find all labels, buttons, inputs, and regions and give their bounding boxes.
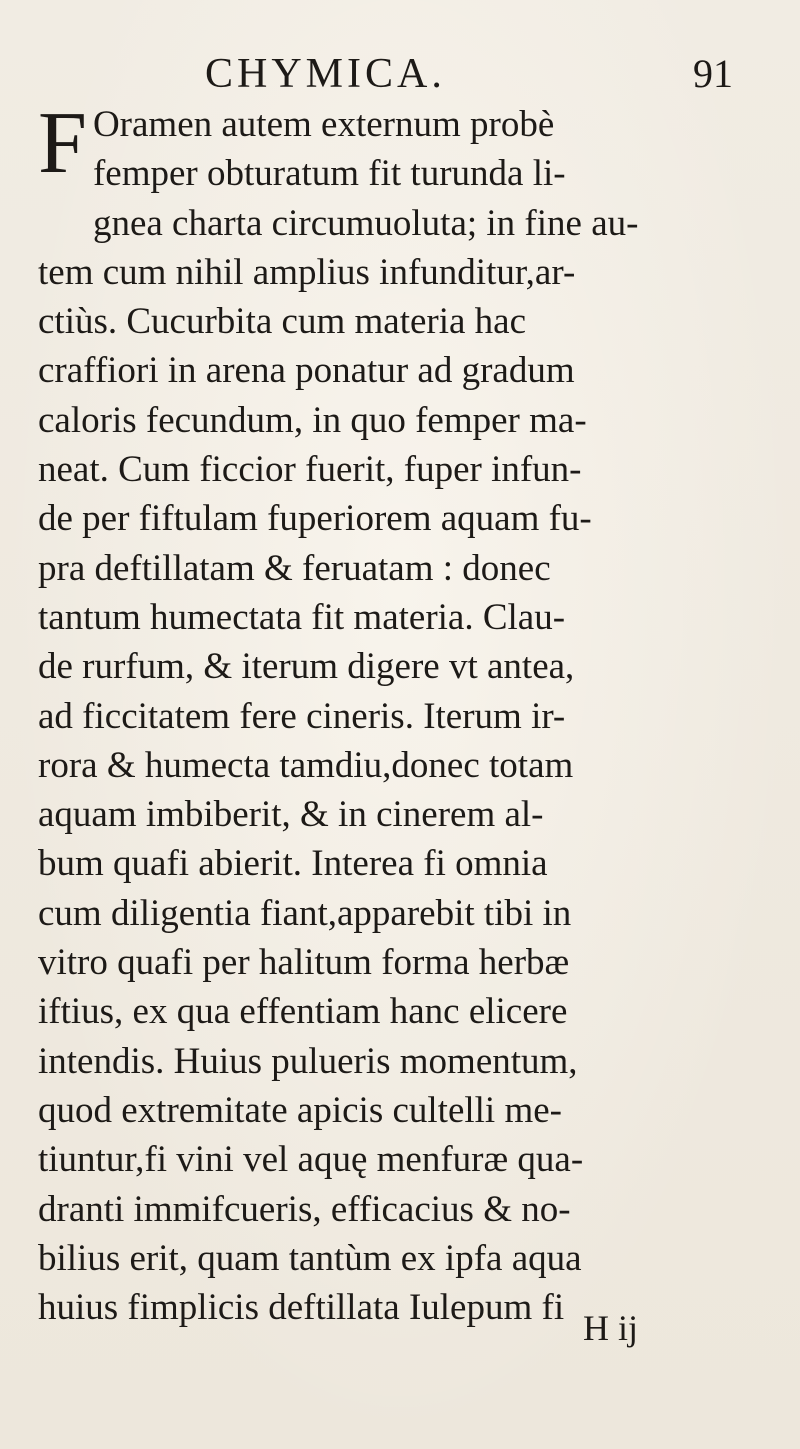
line-text: femper obturatum fit turunda li- <box>92 153 566 195</box>
page-number: 91 <box>693 51 733 96</box>
line-text: rora & humecta tamdiu,donec totam <box>38 744 574 786</box>
text-line <box>38 297 768 346</box>
text-line <box>38 889 768 938</box>
line-text: pra deftillatam & feruatam : donec <box>38 547 551 589</box>
text-line <box>38 593 768 642</box>
line-text: tantum humectata fit materia. Clau- <box>38 596 566 638</box>
text-line <box>38 149 768 198</box>
text-line <box>38 1037 768 1086</box>
running-head <box>0 48 800 100</box>
text-line <box>38 741 768 790</box>
line-text: de per fiftulam fuperiorem aquam fu- <box>38 498 592 540</box>
text-line <box>38 494 768 543</box>
text-line <box>38 1283 768 1332</box>
text-line <box>38 544 768 593</box>
text-line <box>38 987 768 1036</box>
text-line <box>38 346 768 395</box>
line-text: ad ficcitatem fere cineris. Iterum ir- <box>38 695 566 737</box>
running-title: CHYMICA. <box>205 51 446 97</box>
line-text: quod extremitate apicis cultelli me- <box>38 1089 562 1131</box>
text-line <box>38 1234 768 1283</box>
text-line <box>38 938 768 987</box>
text-line <box>38 199 768 248</box>
line-text: tem cum nihil amplius infunditur,ar- <box>38 251 576 293</box>
line-text: ctiùs. Cucurbita cum materia hac <box>38 301 527 343</box>
text-line <box>38 642 768 691</box>
line-text: craffiori in arena ponatur ad gradum <box>38 350 575 392</box>
text-line <box>38 445 768 494</box>
line-text: intendis. Huius pulueris momentum, <box>38 1040 578 1082</box>
line-text: bilius erit, quam tantùm ex ipfa aqua <box>38 1237 582 1279</box>
drop-cap: F <box>38 95 87 192</box>
text-line <box>38 1086 768 1135</box>
line-text: huius fimplicis deftillata Iulepum fi <box>38 1287 565 1329</box>
line-text: vitro quafi per halitum forma herbæ <box>38 942 570 984</box>
text-line <box>38 396 768 445</box>
line-text: aquam imbiberit, & in cinerem al- <box>38 794 544 836</box>
line-text: de rurfum, & iterum digere vt antea, <box>38 646 575 688</box>
text-line <box>38 1185 768 1234</box>
line-text: caloris fecundum, in quo femper ma- <box>38 399 587 441</box>
line-text: iftius, ex qua effentiam hanc elicere <box>38 991 568 1033</box>
text-line <box>38 248 768 297</box>
line-text: neat. Cum ficcior fuerit, fuper infun- <box>38 449 582 491</box>
line-text: tiuntur,fi vini vel aquę menfuræ qua- <box>38 1139 584 1181</box>
line-text: bum quafi abierit. Interea fi omnia <box>38 843 548 885</box>
line-text: cum diligentia fiant,apparebit tibi in <box>38 892 572 934</box>
signature-mark: H ij <box>583 1308 639 1348</box>
text-line <box>38 839 768 888</box>
line-text: dranti immifcueris, efficacius & no- <box>38 1188 571 1230</box>
line-text: gnea charta circumuoluta; in fine au- <box>92 202 639 244</box>
text-line <box>38 790 768 839</box>
line-text: Oramen autem externum probè <box>92 104 555 145</box>
text-line <box>38 1135 768 1184</box>
body-text <box>38 95 768 1332</box>
text-line <box>38 692 768 741</box>
